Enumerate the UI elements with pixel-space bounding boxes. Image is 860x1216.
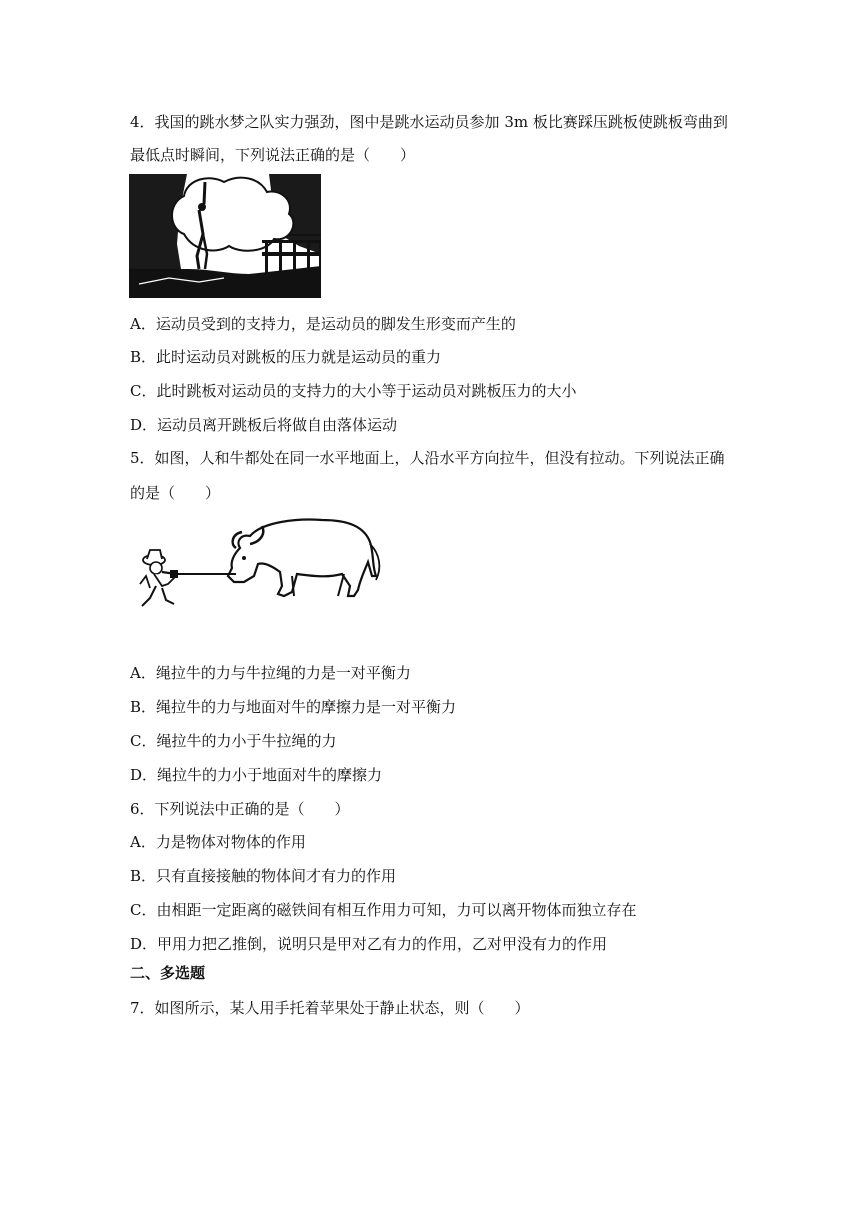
q5-stem-line1: 5．如图，人和牛都处在同一水平地面上，人沿水平方向拉牛，但没有拉动。下列说法正确 xyxy=(130,449,725,467)
q6-stem: 6．下列说法中正确的是（ ） xyxy=(130,800,350,818)
q4-stem-line2: 最低点时瞬间，下列说法正确的是（ ） xyxy=(130,146,416,164)
q4-option-b: B．此时运动员对跳板的压力就是运动员的重力 xyxy=(130,348,442,366)
q4-stem-line1: 4．我国的跳水梦之队实力强劲，图中是跳水运动员参加 3m 板比赛踩压跳板使跳板弯曲到 xyxy=(130,113,728,131)
q6-option-c: C．由相距一定距离的磁铁间有相互作用力可知，力可以离开物体而独立存在 xyxy=(130,901,637,919)
q5-stem-line2: 的是（ ） xyxy=(130,484,221,502)
q7-stem: 7．如图所示，某人用手托着苹果处于静止状态，则（ ） xyxy=(130,999,530,1017)
q5-option-c: C．绳拉牛的力小于牛拉绳的力 xyxy=(130,732,337,750)
q6-option-a: A．力是物体对物体的作用 xyxy=(130,833,306,851)
diver-figure xyxy=(129,174,321,298)
q4-option-c: C．此时跳板对运动员的支持力的大小等于运动员对跳板压力的大小 xyxy=(130,382,577,400)
q6-option-b: B．只有直接接触的物体间才有力的作用 xyxy=(130,867,397,885)
q4-option-a: A．运动员受到的支持力，是运动员的脚发生形变而产生的 xyxy=(130,315,516,333)
section-heading-multiple-choice: 二、多选题 xyxy=(130,964,206,982)
man-pulling-ox-figure xyxy=(132,514,384,622)
q5-option-b: B．绳拉牛的力与地面对牛的摩擦力是一对平衡力 xyxy=(130,698,457,716)
q5-option-a: A．绳拉牛的力与牛拉绳的力是一对平衡力 xyxy=(130,664,411,682)
q5-option-d: D．绳拉牛的力小于地面对牛的摩擦力 xyxy=(130,766,383,784)
q6-option-d: D．甲用力把乙推倒，说明只是甲对乙有力的作用，乙对甲没有力的作用 xyxy=(130,935,608,953)
q4-option-d: D．运动员离开跳板后将做自由落体运动 xyxy=(130,416,398,434)
